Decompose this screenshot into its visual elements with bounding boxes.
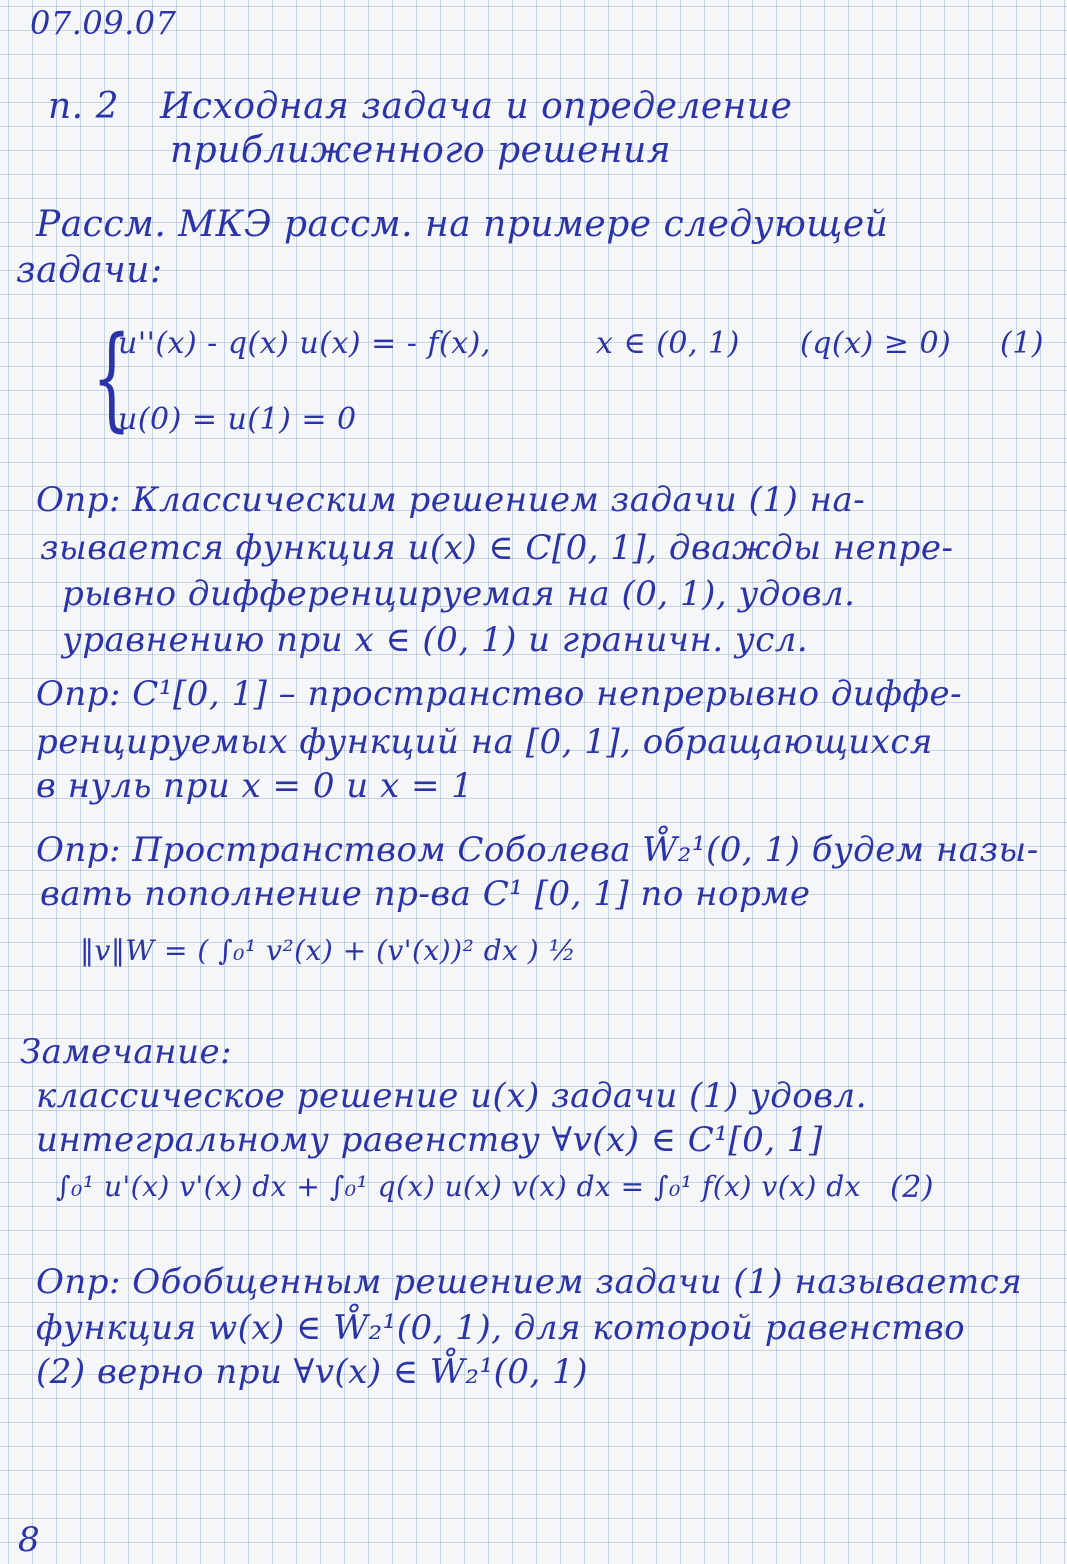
equation-condition: (q(x) ≥ 0) [800, 326, 952, 361]
remark-line2: интегральному равенству ∀v(x) ∈ C¹[0, 1] [36, 1120, 823, 1160]
equation-domain: x ∈ (0, 1) [596, 326, 740, 361]
page-number: 8 [18, 1520, 41, 1560]
def1-line3: рывно дифференцируемая на (0, 1), удовл. [62, 574, 856, 614]
def1-line2: зывается функция u(x) ∈ C[0, 1], дважды непре- [40, 528, 954, 568]
def3-line2: вать пополнение пр-ва C¹ [0, 1] по норме [40, 874, 811, 914]
intro-line1: Рассм. МКЭ рассм. на примере следующей [36, 204, 889, 245]
def4-line1: Опр: Обобщенным решением задачи (1) называется [36, 1262, 1023, 1302]
section-title-line2: приближенного решения [170, 130, 672, 171]
equation-label-1: (1) [1000, 326, 1044, 361]
sobolev-norm: ‖v‖W = ( ∫₀¹ v²(x) + (v'(x))² dx ) ½ [80, 934, 577, 967]
integral-equation: ∫₀¹ u'(x) v'(x) dx + ∫₀¹ q(x) u(x) v(x) dx = ∫₀¹ f(x) v(x) dx [56, 1170, 861, 1203]
section-title-line1: Исходная задача и определение [160, 86, 793, 127]
equation-ode: u''(x) - q(x) u(x) = - f(x), [118, 326, 491, 361]
date: 07.09.07 [30, 4, 177, 42]
equation-label-2: (2) [890, 1170, 934, 1205]
def2-line2: ренцируемых функций на [0, 1], обращающихся [36, 722, 933, 762]
intro-line2: задачи: [16, 250, 163, 291]
remark-title: Замечание: [20, 1032, 233, 1072]
remark-line1: классическое решение u(x) задачи (1) удовл. [36, 1076, 868, 1116]
def2-line3: в нуль при x = 0 и x = 1 [36, 766, 474, 806]
def4-line3: (2) верно при ∀v(x) ∈ W̊₂¹(0, 1) [36, 1352, 589, 1392]
def2-line1: Опр: C¹[0, 1] – пространство непрерывно диффе- [36, 674, 963, 714]
def1-line1: Опр: Классическим решением задачи (1) на- [36, 480, 866, 520]
section-number: п. 2 [48, 86, 119, 127]
def4-line2: функция w(x) ∈ W̊₂¹(0, 1), для которой равенство [36, 1308, 966, 1348]
def1-line4: уравнению при x ∈ (0, 1) и граничн. усл. [62, 620, 809, 660]
system-brace: { [92, 313, 132, 443]
def3-line1: Опр: Пространством Соболева W̊₂¹(0, 1) будем назы- [36, 830, 1039, 870]
equation-boundary: u(0) = u(1) = 0 [118, 402, 357, 437]
